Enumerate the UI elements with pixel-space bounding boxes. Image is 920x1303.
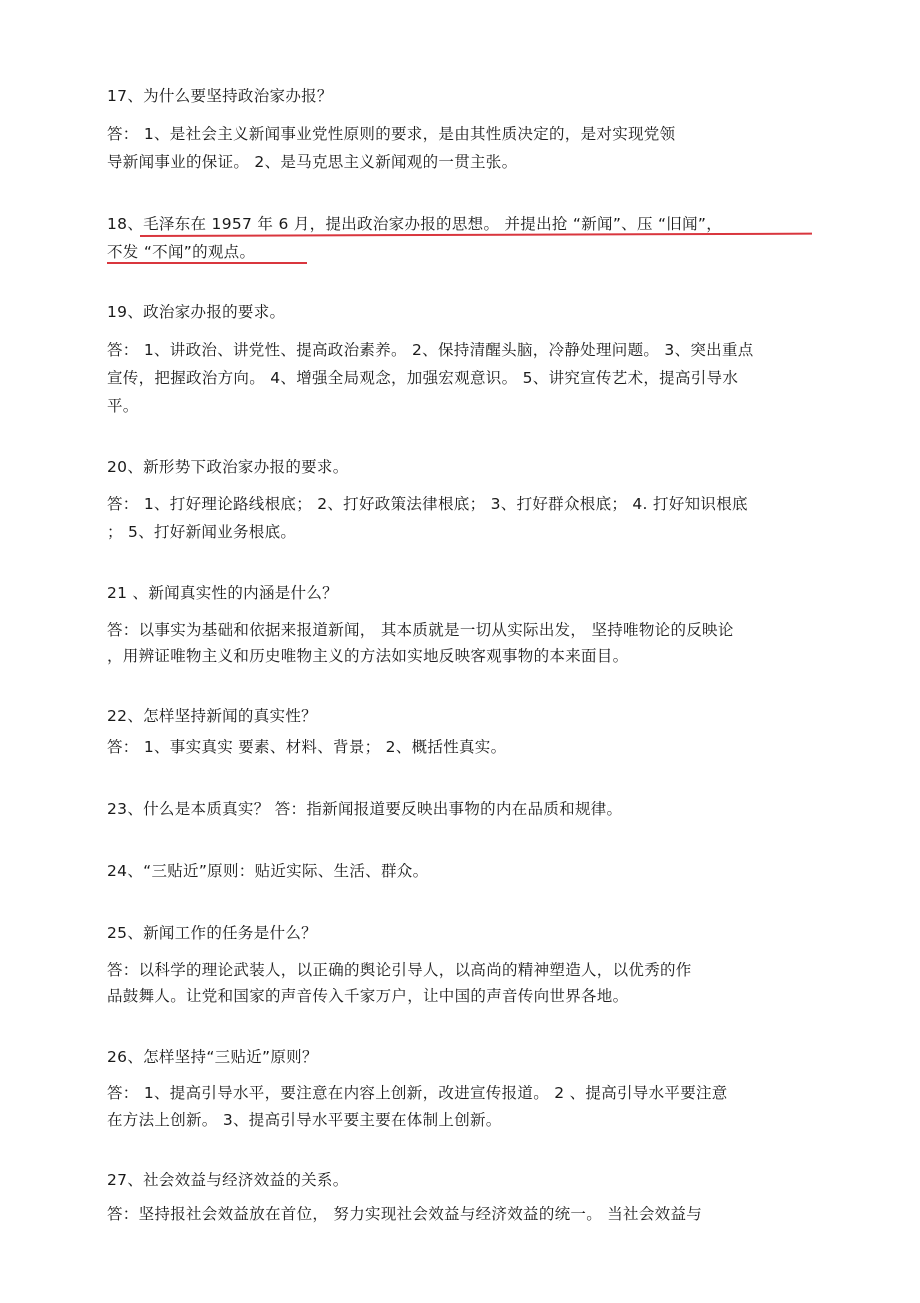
answer-25-line-2: 品鼓舞人。让党和国家的声音传入千家万户，让中国的声音传向世界各地。	[107, 987, 629, 1005]
answer-21-line-1: 答：以事实为基础和依据来报道新闻， 其本质就是一切从实际出发， 坚持唯物论的反映论	[107, 621, 734, 639]
red-underline-2	[107, 262, 307, 264]
question-17: 17、为什么要坚持政治家办报？	[107, 87, 333, 105]
question-19: 19、政治家办报的要求。	[107, 303, 286, 321]
question-27: 27、社会效益与经济效益的关系。	[107, 1171, 349, 1189]
item-24: 24、“三贴近”原则：贴近实际、生活、群众。	[107, 862, 429, 880]
answer-26-line-1: 答： 1、提高引导水平，要注意在内容上创新，改进宣传报道。 2 、提高引导水平要注意	[107, 1084, 728, 1102]
answer-17-line-1: 答： 1、是社会主义新闻事业党性原则的要求，是由其性质决定的，是对实现党领	[107, 125, 676, 143]
question-22: 22、怎样坚持新闻的真实性？	[107, 707, 317, 725]
answer-25-line-1: 答：以科学的理论武装人，以正确的舆论引导人，以高尚的精神塑造人，以优秀的作	[107, 961, 692, 979]
answer-20-line-2: ； 5、打好新闻业务根底。	[107, 523, 297, 541]
answer-21-line-2: ，用辨证唯物主义和历史唯物主义的方法如实地反映客观事物的本来面目。	[107, 647, 629, 665]
answer-19-line-1: 答： 1、讲政治、讲党性、提高政治素养。 2、保持清醒头脑，冷静处理问题。 3、突出重点	[107, 341, 754, 359]
answer-22: 答： 1、事实真实 要素、材料、背景； 2、概括性真实。	[107, 738, 507, 756]
item-18-line-2: 不发 “不闻”的观点。	[107, 243, 256, 261]
question-25: 25、新闻工作的任务是什么？	[107, 924, 317, 942]
question-21: 21 、新闻真实性的内涵是什么？	[107, 584, 338, 602]
answer-19-line-3: 平。	[107, 397, 139, 415]
answer-27-line-1: 答：坚持报社会效益放在首位， 努力实现社会效益与经济效益的统一。 当社会效益与	[107, 1205, 703, 1223]
item-18-line-1: 18、毛泽东在 1957 年 6 月，提出政治家办报的思想。 并提出抢 “新闻”、压 “旧闻”，	[107, 215, 723, 233]
question-23: 23、什么是本质真实？ 答：指新闻报道要反映出事物的内在品质和规律。	[107, 800, 623, 818]
question-26: 26、怎样坚持“三贴近”原则？	[107, 1048, 318, 1066]
answer-19-line-2: 宣传，把握政治方向。 4、增强全局观念，加强宏观意识。 5、讲究宣传艺术，提高引导水	[107, 369, 739, 387]
answer-26-line-2: 在方法上创新。 3、提高引导水平要主要在体制上创新。	[107, 1111, 502, 1129]
answer-17-line-2: 导新闻事业的保证。 2、是马克思主义新闻观的一贯主张。	[107, 153, 518, 171]
answer-20-line-1: 答： 1、打好理论路线根底； 2、打好政策法律根底； 3、打好群众根底； 4. 打好知识根底	[107, 495, 748, 513]
question-20: 20、新形势下政治家办报的要求。	[107, 458, 349, 476]
